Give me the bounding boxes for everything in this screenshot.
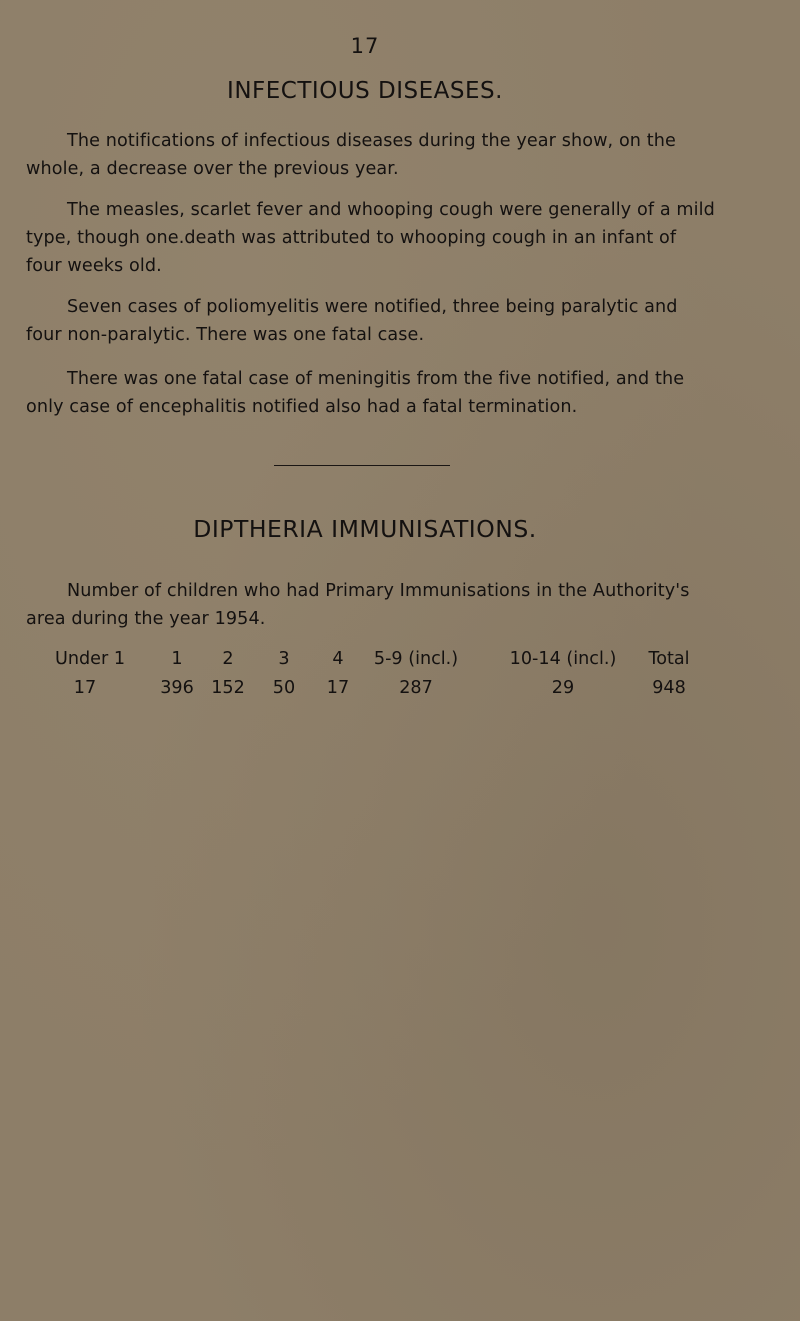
paragraph-meningitis: There was one fatal case of meningitis from the five notified, and the only case of encephalitis notified also had a fatal termination. [26,369,685,417]
value-age-4: 17 [326,678,350,698]
value-age-1: 396 [160,678,194,698]
immunisation-intro: Number of children who had Primary Immunisations in the Authority's area during the year 1954. [26,581,690,629]
header-total: Total [648,649,690,669]
table-value-row [0,677,800,705]
section-title: INFECTIOUS DISEASES. [227,78,503,104]
value-age-3: 50 [272,678,296,698]
header-age-5-9: 5-9 (incl.) [373,649,459,669]
paragraph-measles: The measles, scarlet fever and whooping cough were generally of a mild type, though one.death was attributed to whooping cough in an infant of four weeks old. [26,200,715,276]
immunisation-table [0,649,800,705]
header-age-3: 3 [278,649,290,669]
paragraph-poliomyelitis: Seven cases of poliomyelitis were notified, three being paralytic and four non-paralytic. There was one fatal case. [26,297,678,345]
paragraph-notifications: The notifications of infectious diseases during the year show, on the whole, a decrease over the previous year. [26,131,676,179]
section-divider [274,465,450,466]
value-age-10-14: 29 [551,678,575,698]
page-number: 17 [350,34,380,58]
header-age-1: 1 [171,649,183,669]
table-header-row [0,649,800,677]
header-age-4: 4 [332,649,344,669]
value-age-2: 152 [211,678,245,698]
immunisation-title: DIPTHERIA IMMUNISATIONS. [193,515,537,543]
value-age-5-9: 287 [399,678,433,698]
header-under-1: Under 1 [54,649,126,669]
header-age-10-14: 10-14 (incl.) [509,649,617,669]
value-under-1: 17 [73,678,97,698]
value-total: 948 [652,678,686,698]
header-age-2: 2 [222,649,234,669]
